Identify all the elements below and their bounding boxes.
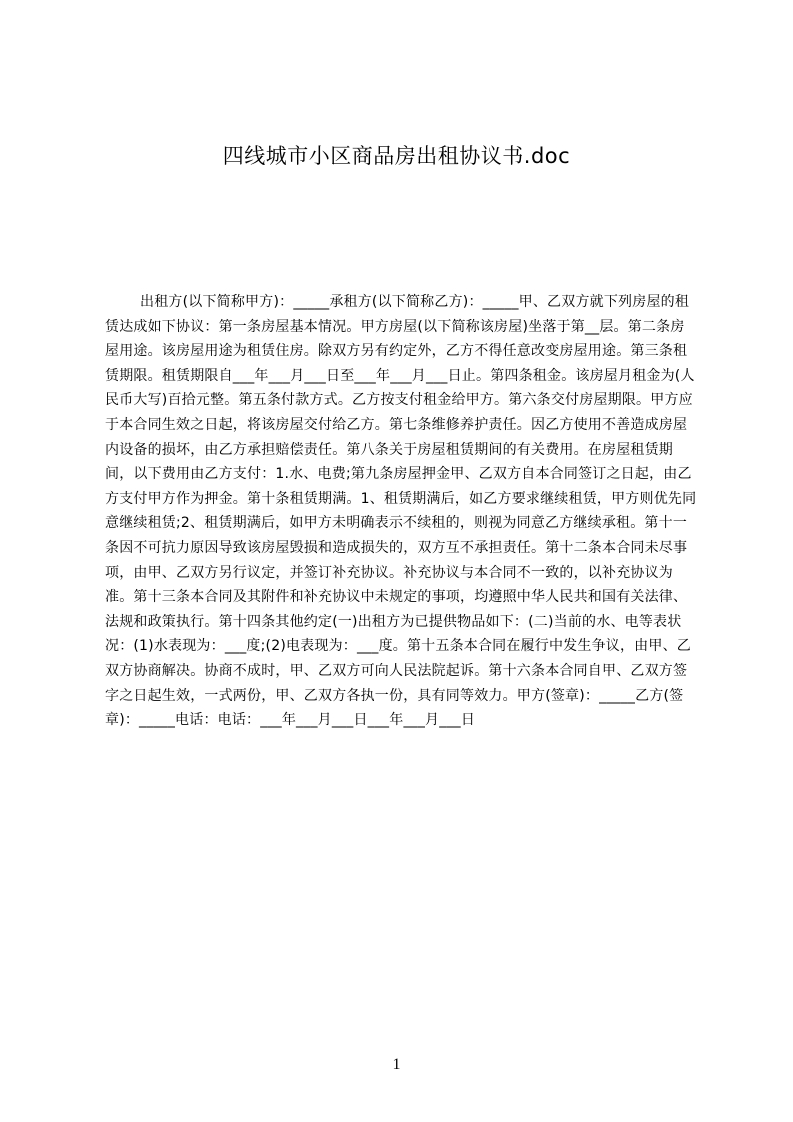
contract-body-text: 出租方(以下简称甲方)：_____承租方(以下简称乙方)：_____甲、乙双方就下列房屋的租赁达成如下协议：第一条房屋基本情况。甲方房屋(以下简称该房屋)坐落于第__层。第二条房屋用途。该房屋用途为租赁住房。除双方另有约定外，乙方不得任意改变房屋用途。第三条租赁期限。租赁期限自___年___月___日至___年___月___日止。第四条租金。该房屋月租金为(人民币大写)百拾元整。第五条付款方式。乙方按支付租金给甲方。第六条交付房屋期限。甲方应于本合同生效之日起，将该房屋交付给乙方。第七条维修养护责任。因乙方使用不善造成房屋内设备的损坏，由乙方承担赔偿责任。第八条关于房屋租赁期间的有关费用。在房屋租赁期间，以下费用由乙方支付：1.水、电费;第九条房屋押金甲、乙双方自本合同签订之日起，由乙方支付甲方作为押金。第十条租赁期满。1、租赁期满后，如乙方要求继续租赁，甲方则优先同意继续租赁;2、租赁期满后，如甲方未明确表示不续租的，则视为同意乙方继续承租。第十一条因不可抗力原因导致该房屋毁损和造成损失的，双方互不承担责任。第十二条本合同未尽事项，由甲、乙双方另行议定，并签订补充协议。补充协议与本合同不一致的，以补充协议为准。第十三条本合同及其附件和补充协议中未规定的事项，均遵照中华人民共和国有关法律、法规和政策执行。第十四条其他约定(一)出租方为已提供物品如下：(二)当前的水、电等表状况：(1)水表现为：___度;(2)电表现为：___度。第十五条本合同在履行中发生争议，由甲、乙双方协商解决。协商不成时，甲、乙双方可向人民法院起诉。第十六条本合同自甲、乙双方签字之日起生效，一式两份，甲、乙双方各执一份，具有同等效力。甲方(签章)：_____乙方(签章)：_____电话：电话：___年___月___日___年___月___日 — [105, 294, 697, 729]
document-title: 四线城市小区商品房出租协议书.doc — [222, 144, 571, 168]
page-number: 1 — [392, 1056, 401, 1073]
